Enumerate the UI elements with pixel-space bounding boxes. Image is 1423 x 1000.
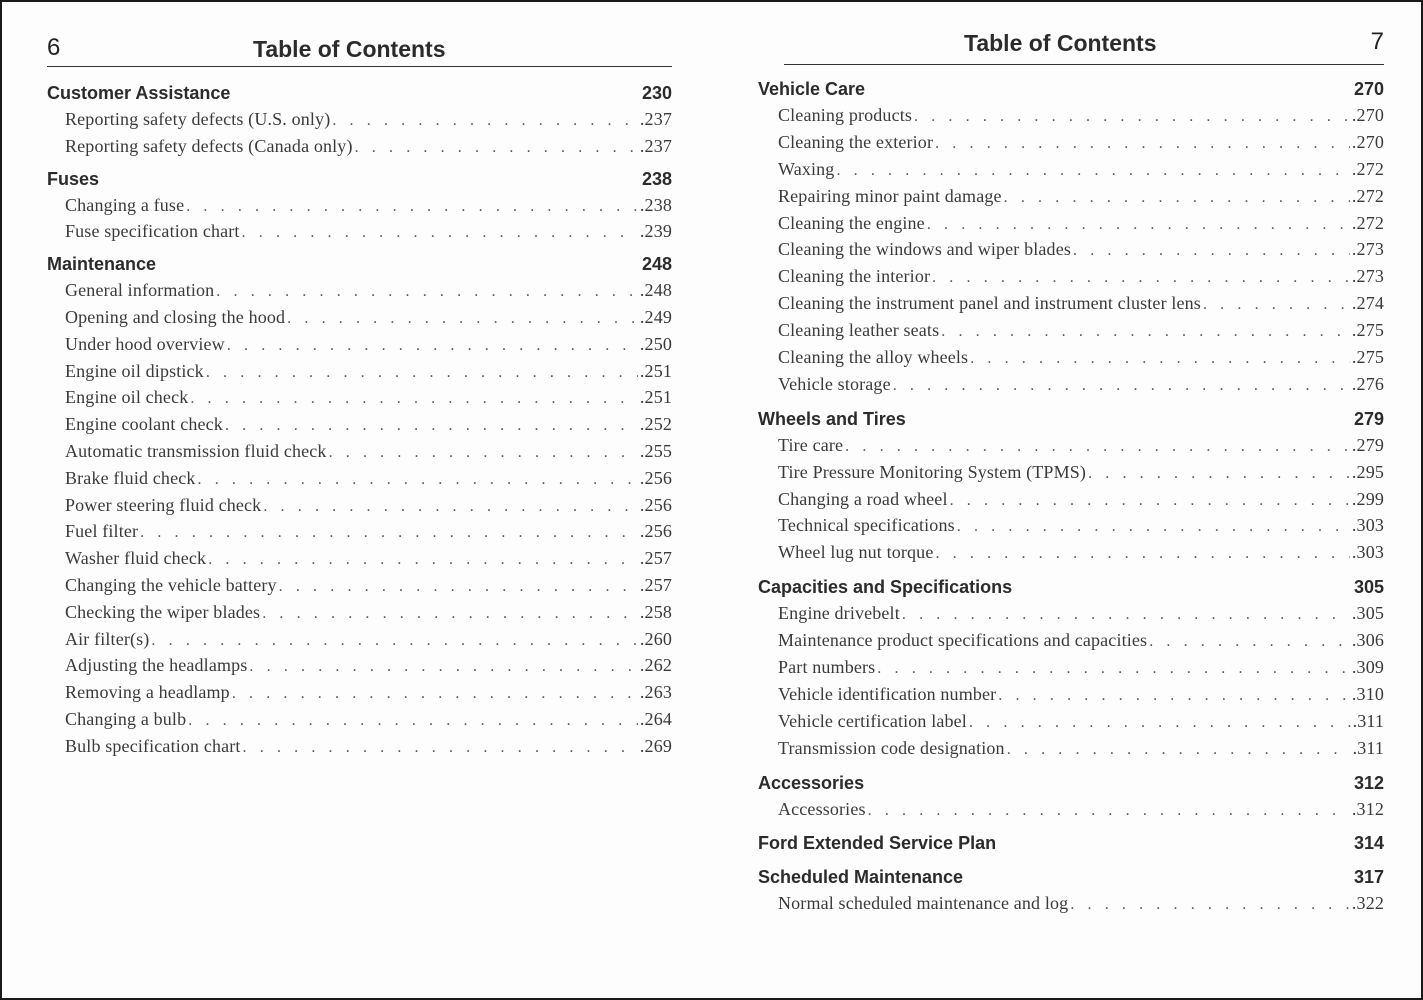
entry-title: Washer fluid check (65, 548, 207, 569)
entry-title: Engine oil check (65, 387, 189, 408)
entry-title: Cleaning the instrument panel and instrument cluster lens (778, 293, 1201, 314)
entry-title: Changing the vehicle battery (65, 574, 277, 595)
entry-page-number: .275 (1351, 320, 1384, 341)
entry-page-number: .263 (639, 682, 672, 703)
toc-entry[interactable] (47, 411, 672, 438)
dot-leader (1004, 185, 1350, 212)
section-page-number: 270 (1353, 79, 1384, 99)
toc-entry[interactable] (758, 102, 1384, 129)
entry-title: Changing a fuse (65, 194, 185, 215)
entry-page-number: .264 (639, 708, 672, 729)
toc-entry[interactable] (758, 539, 1384, 566)
toc-entry[interactable] (758, 210, 1384, 237)
entry-title: Automatic transmission fluid check (65, 440, 327, 461)
entry-page-number: .257 (639, 574, 672, 595)
entry-title: Vehicle identification number (778, 683, 997, 704)
section-page-number: 314 (1353, 833, 1384, 854)
toc-section-heading[interactable] (758, 76, 1384, 102)
entry-title: General information (65, 280, 215, 301)
dot-leader (262, 601, 638, 628)
entry-title: Engine oil dipstick (65, 360, 204, 381)
entry-title: Technical specifications (778, 515, 955, 536)
section-title: Maintenance (47, 254, 157, 275)
toc-entry[interactable] (47, 277, 672, 304)
toc-entry[interactable] (758, 708, 1384, 735)
entry-title: Engine drivebelt (778, 603, 900, 624)
section-title: Wheels and Tires (758, 408, 906, 429)
toc-entry[interactable] (47, 218, 672, 245)
entry-title: Removing a headlamp (65, 682, 230, 703)
toc-entry[interactable] (47, 733, 672, 760)
toc-entry[interactable] (758, 344, 1384, 371)
section-title: Vehicle Care (758, 79, 866, 99)
dot-leader (970, 346, 1350, 373)
section-page-number: 317 (1353, 867, 1384, 888)
dot-leader (186, 194, 638, 221)
entry-page-number: .276 (1351, 373, 1384, 394)
dot-leader (329, 440, 638, 467)
toc-section (758, 770, 1384, 823)
toc-entry[interactable] (758, 627, 1384, 654)
entry-page-number: .260 (639, 628, 672, 649)
toc-entry[interactable] (47, 304, 672, 331)
toc-section-heading[interactable] (758, 574, 1384, 600)
toc-entry[interactable] (47, 331, 672, 358)
dot-leader (845, 434, 1350, 461)
toc-entry[interactable] (47, 599, 672, 626)
dot-leader (969, 710, 1351, 737)
entry-page-number: .248 (639, 280, 672, 301)
dot-leader (932, 265, 1350, 292)
toc-entry[interactable] (758, 156, 1384, 183)
entry-page-number: .274 (1351, 293, 1384, 314)
dot-leader (1203, 292, 1350, 319)
entry-title: Checking the wiper blades (65, 601, 261, 622)
toc-entry[interactable] (758, 459, 1384, 486)
dot-leader (1070, 892, 1350, 919)
dot-leader (1088, 461, 1350, 488)
toc-entry[interactable] (758, 290, 1384, 317)
entry-page-number: .272 (1351, 185, 1384, 206)
entry-title: Waxing (778, 158, 835, 179)
entry-page-number: .275 (1351, 347, 1384, 368)
entry-title: Engine coolant check (65, 414, 223, 435)
toc-entry[interactable] (47, 518, 672, 545)
dot-leader (206, 360, 638, 387)
page-number: 6 (47, 34, 61, 61)
dot-leader (998, 683, 1350, 710)
toc-entry[interactable] (47, 192, 672, 219)
entry-page-number: .239 (639, 221, 672, 242)
dot-leader (263, 494, 638, 521)
entry-page-number: .311 (1352, 710, 1384, 731)
toc-entry[interactable] (758, 183, 1384, 210)
right-page-header (784, 24, 1384, 65)
toc-entry[interactable] (47, 545, 672, 572)
toc-section-heading[interactable] (758, 864, 1384, 890)
toc-entry[interactable] (47, 492, 672, 519)
toc-entry[interactable] (47, 106, 672, 133)
dot-leader (935, 541, 1349, 568)
entry-page-number: .249 (639, 306, 672, 327)
dot-leader (287, 306, 638, 333)
dot-leader (927, 212, 1350, 239)
entry-title: Changing a bulb (65, 708, 187, 729)
toc-entry[interactable] (758, 236, 1384, 263)
toc-entry[interactable] (758, 371, 1384, 398)
dot-leader (868, 798, 1350, 825)
entry-page-number: .238 (639, 194, 672, 215)
entry-page-number: .237 (639, 135, 672, 156)
entry-page-number: .262 (639, 655, 672, 676)
entry-title: Bulb specification chart (65, 735, 241, 756)
entry-page-number: .256 (639, 467, 672, 488)
toc-entry[interactable] (758, 263, 1384, 290)
toc-entry[interactable] (758, 317, 1384, 344)
toc-section-heading[interactable] (47, 251, 672, 277)
dot-leader (140, 520, 638, 547)
section-title: Capacities and Specifications (758, 577, 1013, 598)
entry-title: Air filter(s) (65, 628, 150, 649)
dot-leader (1007, 737, 1351, 764)
section-title: Customer Assistance (47, 83, 231, 103)
toc-section (47, 166, 672, 246)
toc-section-heading[interactable] (47, 80, 672, 106)
entry-title: Under hood overview (65, 333, 225, 354)
toc-entry[interactable] (758, 432, 1384, 459)
entry-page-number: .256 (639, 494, 672, 515)
section-title: Ford Extended Service Plan (758, 833, 997, 854)
entry-title: Part numbers (778, 657, 876, 678)
dot-leader (188, 708, 638, 735)
entry-page-number: .272 (1351, 212, 1384, 233)
section-title: Accessories (758, 772, 865, 793)
entry-page-number: .322 (1351, 893, 1384, 914)
entry-title: Cleaning products (778, 105, 913, 125)
entry-title: Power steering fluid check (65, 494, 262, 515)
entry-title: Brake fluid check (65, 467, 196, 488)
toc-entry[interactable] (47, 438, 672, 465)
toc-entry[interactable] (758, 600, 1384, 627)
entry-page-number: .303 (1351, 515, 1384, 536)
entry-page-number: .310 (1351, 683, 1384, 704)
toc-section (758, 830, 1384, 856)
entry-title: Reporting safety defects (U.S. only) (65, 109, 331, 129)
entry-page-number: .295 (1351, 461, 1384, 482)
toc-entry[interactable] (47, 706, 672, 733)
dot-leader (249, 654, 637, 681)
entry-title: Reporting safety defects (Canada only) (65, 135, 353, 156)
entry-title: Fuse specification chart (65, 221, 240, 242)
entry-title: Changing a road wheel (778, 488, 948, 509)
dot-leader (190, 386, 638, 413)
dot-leader (1073, 238, 1350, 265)
dot-leader (198, 467, 638, 494)
toc-section-heading[interactable] (758, 770, 1384, 796)
toc-entry[interactable] (758, 512, 1384, 539)
dot-leader (225, 413, 638, 440)
toc-section (758, 76, 1384, 398)
section-page-number: 279 (1353, 408, 1384, 429)
entry-page-number: .312 (1351, 798, 1384, 819)
toc-section (758, 406, 1384, 566)
entry-page-number: .250 (639, 333, 672, 354)
entry-page-number: .269 (639, 735, 672, 756)
dot-leader (902, 602, 1350, 629)
toc-entry[interactable] (47, 358, 672, 385)
entry-title: Opening and closing the hood (65, 306, 286, 327)
dot-leader (877, 656, 1350, 683)
toc-section-heading[interactable] (758, 830, 1384, 856)
entry-title: Transmission code designation (778, 737, 1005, 758)
toc-entry[interactable] (47, 133, 672, 160)
toc-section-heading[interactable] (758, 406, 1384, 432)
toc-entry[interactable] (758, 654, 1384, 681)
entry-page-number: .270 (1351, 131, 1384, 152)
dot-leader (941, 319, 1350, 346)
toc-entry[interactable] (758, 681, 1384, 708)
entry-title: Cleaning the exterior (778, 131, 934, 152)
dot-leader (914, 104, 1350, 131)
entry-page-number: .303 (1351, 542, 1384, 563)
entry-title: Cleaning the engine (778, 212, 925, 233)
entry-title: Maintenance product specifications and capacities (778, 630, 1148, 651)
toc-entry[interactable] (47, 572, 672, 599)
entry-page-number: .258 (639, 601, 672, 622)
toc-section-heading[interactable] (47, 166, 672, 192)
entry-title: Accessories (778, 798, 866, 819)
entry-page-number: .309 (1351, 657, 1384, 678)
entry-title: Wheel lug nut torque (778, 542, 934, 563)
dot-leader (151, 628, 637, 655)
entry-page-number: .257 (639, 548, 672, 569)
toc-entry[interactable] (47, 652, 672, 679)
dot-leader (893, 373, 1350, 400)
dot-leader (836, 158, 1349, 185)
page-title: Table of Contents (964, 30, 1157, 56)
dot-leader (208, 547, 638, 574)
entry-page-number: .305 (1351, 603, 1384, 624)
section-page-number: 305 (1353, 577, 1384, 598)
toc-entry[interactable] (47, 679, 672, 706)
dot-leader (242, 220, 638, 247)
entry-page-number: .273 (1351, 239, 1384, 260)
toc-entry[interactable] (758, 486, 1384, 513)
toc-entry[interactable] (47, 384, 672, 411)
dot-leader (332, 108, 638, 135)
entry-page-number: .299 (1351, 488, 1384, 509)
section-title: Scheduled Maintenance (758, 867, 964, 888)
left-toc-list (47, 80, 672, 766)
entry-page-number: .251 (639, 387, 672, 408)
entry-page-number: .252 (639, 414, 672, 435)
toc-entry[interactable] (47, 465, 672, 492)
entry-title: Vehicle storage (778, 373, 891, 394)
entry-title: Fuel filter (65, 521, 139, 542)
left-page-header (47, 26, 672, 67)
entry-title: Cleaning leather seats (778, 320, 940, 341)
entry-title: Vehicle certification label (778, 710, 967, 731)
toc-section (47, 80, 672, 160)
dot-leader (232, 681, 638, 708)
dot-leader (1149, 629, 1350, 656)
entry-page-number: .273 (1351, 266, 1384, 287)
section-page-number: 248 (641, 254, 672, 275)
section-title: Fuses (47, 168, 100, 189)
dot-leader (227, 333, 638, 360)
entry-page-number: .256 (639, 521, 672, 542)
entry-title: Tire Pressure Monitoring System (TPMS) (778, 461, 1087, 482)
toc-section (47, 251, 672, 759)
dot-leader (243, 735, 638, 762)
entry-page-number: .237 (639, 109, 672, 129)
right-toc-list (758, 76, 1384, 925)
entry-title: Adjusting the headlamps (65, 655, 248, 676)
page-title: Table of Contents (253, 36, 446, 62)
dot-leader (216, 279, 638, 306)
entry-title: Cleaning the windows and wiper blades (778, 239, 1071, 260)
toc-entry[interactable] (758, 735, 1384, 762)
entry-page-number: .306 (1351, 630, 1384, 651)
entry-title: Cleaning the interior (778, 266, 931, 287)
entry-title: Tire care (778, 434, 844, 455)
dot-leader (355, 135, 638, 162)
toc-entry[interactable] (758, 796, 1384, 823)
entry-page-number: .272 (1351, 158, 1384, 179)
entry-page-number: .255 (639, 440, 672, 461)
entry-page-number: .251 (639, 360, 672, 381)
entry-title: Normal scheduled maintenance and log (778, 893, 1069, 914)
toc-entry[interactable] (47, 626, 672, 653)
dot-leader (935, 131, 1350, 158)
entry-title: Cleaning the alloy wheels (778, 347, 969, 368)
dot-leader (279, 574, 638, 601)
toc-entry[interactable] (758, 890, 1384, 917)
section-page-number: 238 (641, 168, 672, 189)
page-number: 7 (1370, 28, 1384, 55)
toc-section (758, 574, 1384, 761)
section-page-number: 230 (641, 83, 672, 103)
entry-title: Repairing minor paint damage (778, 185, 1002, 206)
toc-entry[interactable] (758, 129, 1384, 156)
entry-page-number: .279 (1351, 434, 1384, 455)
toc-section (758, 864, 1384, 917)
entry-page-number: .311 (1352, 737, 1384, 758)
entry-page-number: .270 (1351, 105, 1384, 125)
section-page-number: 312 (1353, 772, 1384, 793)
dot-leader (950, 488, 1350, 515)
dot-leader (957, 514, 1350, 541)
